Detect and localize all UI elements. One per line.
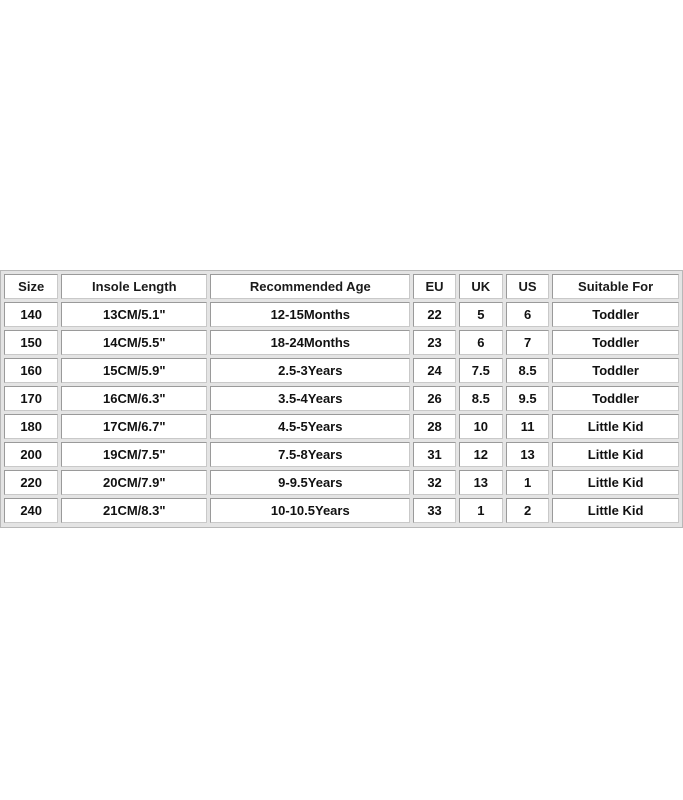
cell-uk: 8.5: [459, 386, 503, 411]
cell-recommended-age: 3.5-4Years: [210, 386, 410, 411]
cell-recommended-age: 18-24Months: [210, 330, 410, 355]
cell-eu: 23: [413, 330, 455, 355]
table-row: [4, 442, 679, 467]
cell-us: 2: [506, 498, 549, 523]
cell-us: 9.5: [506, 386, 549, 411]
cell-recommended-age: 7.5-8Years: [210, 442, 410, 467]
cell-uk: 6: [459, 330, 503, 355]
cell-suitable-for: Little Kid: [552, 470, 679, 495]
table-row: [4, 330, 679, 355]
cell-uk: 7.5: [459, 358, 503, 383]
table-row: [4, 302, 679, 327]
header-insole-length: Insole Length: [61, 274, 207, 299]
cell-insole-length: 13CM/5.1": [61, 302, 207, 327]
header-eu: EU: [413, 274, 455, 299]
table-row: [4, 358, 679, 383]
cell-uk: 10: [459, 414, 503, 439]
table-row: [4, 498, 679, 523]
cell-size: 150: [4, 330, 58, 355]
cell-us: 11: [506, 414, 549, 439]
cell-uk: 13: [459, 470, 503, 495]
cell-insole-length: 21CM/8.3": [61, 498, 207, 523]
cell-insole-length: 19CM/7.5": [61, 442, 207, 467]
cell-size: 220: [4, 470, 58, 495]
size-chart: [0, 270, 683, 528]
cell-suitable-for: Little Kid: [552, 442, 679, 467]
cell-size: 160: [4, 358, 58, 383]
cell-eu: 26: [413, 386, 455, 411]
cell-recommended-age: 12-15Months: [210, 302, 410, 327]
cell-insole-length: 20CM/7.9": [61, 470, 207, 495]
cell-eu: 33: [413, 498, 455, 523]
cell-recommended-age: 10-10.5Years: [210, 498, 410, 523]
cell-size: 140: [4, 302, 58, 327]
cell-recommended-age: 9-9.5Years: [210, 470, 410, 495]
table-row: [4, 470, 679, 495]
header-uk: UK: [459, 274, 503, 299]
cell-suitable-for: Toddler: [552, 386, 679, 411]
cell-insole-length: 16CM/6.3": [61, 386, 207, 411]
cell-size: 170: [4, 386, 58, 411]
cell-insole-length: 17CM/6.7": [61, 414, 207, 439]
cell-size: 240: [4, 498, 58, 523]
cell-us: 7: [506, 330, 549, 355]
cell-eu: 28: [413, 414, 455, 439]
cell-eu: 32: [413, 470, 455, 495]
cell-suitable-for: Little Kid: [552, 498, 679, 523]
cell-uk: 5: [459, 302, 503, 327]
cell-eu: 24: [413, 358, 455, 383]
header-us: US: [506, 274, 549, 299]
cell-recommended-age: 2.5-3Years: [210, 358, 410, 383]
cell-uk: 1: [459, 498, 503, 523]
cell-insole-length: 14CM/5.5": [61, 330, 207, 355]
cell-eu: 22: [413, 302, 455, 327]
header-size: Size: [4, 274, 58, 299]
cell-us: 1: [506, 470, 549, 495]
table-row: [4, 414, 679, 439]
cell-suitable-for: Toddler: [552, 330, 679, 355]
table-row: [4, 386, 679, 411]
cell-size: 200: [4, 442, 58, 467]
cell-us: 8.5: [506, 358, 549, 383]
header-recommended-age: Recommended Age: [210, 274, 410, 299]
size-chart-table: [1, 271, 682, 526]
cell-uk: 12: [459, 442, 503, 467]
cell-recommended-age: 4.5-5Years: [210, 414, 410, 439]
cell-insole-length: 15CM/5.9": [61, 358, 207, 383]
cell-us: 6: [506, 302, 549, 327]
cell-suitable-for: Toddler: [552, 358, 679, 383]
cell-suitable-for: Little Kid: [552, 414, 679, 439]
cell-suitable-for: Toddler: [552, 302, 679, 327]
cell-eu: 31: [413, 442, 455, 467]
cell-size: 180: [4, 414, 58, 439]
table-header-row: [4, 274, 679, 299]
header-suitable-for: Suitable For: [552, 274, 679, 299]
cell-us: 13: [506, 442, 549, 467]
